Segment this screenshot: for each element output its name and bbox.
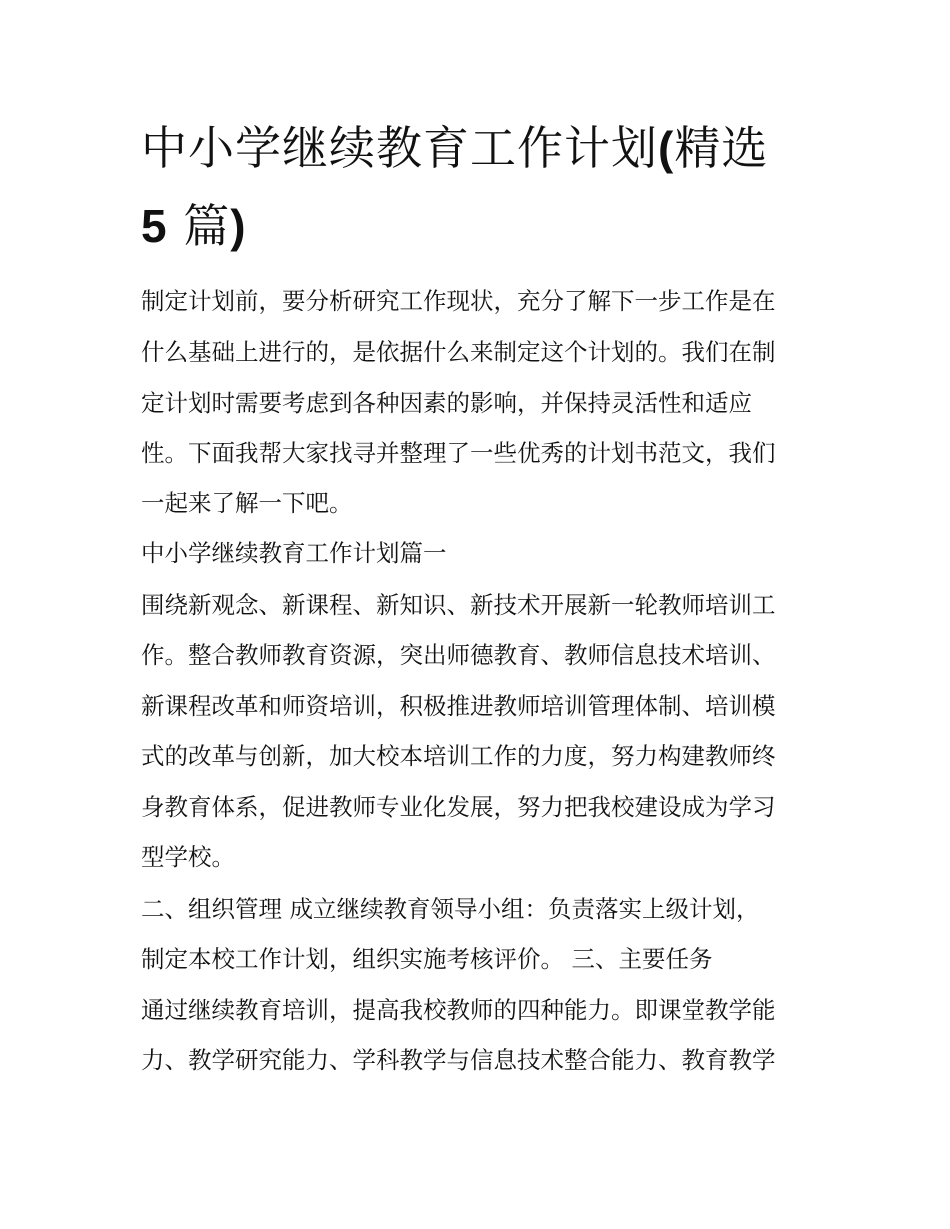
body-line: 力、教学研究能力、学科教学与信息技术整合能力、教育教学 [141, 1046, 776, 1074]
body-line: 制定本校工作计划，组织实施考核评价。 三、主要任务 [141, 945, 713, 973]
body-line: 新课程改革和师资培训，积极推进教师培训管理体制、培训模 [141, 692, 776, 720]
body-line: 作。整合教师教育资源，突出师德教育、教师信息技术培训、 [141, 641, 776, 669]
body-line: 围绕新观念、新课程、新知识、新技术开展新一轮教师培训工 [141, 591, 776, 619]
body-line: 制定计划前，要分析研究工作现状，充分了解下一步工作是在 [141, 287, 776, 315]
document-title-line-2: 5 篇) [141, 199, 247, 253]
body-line: 一起来了解一下吧。 [141, 489, 353, 517]
section-heading: 中小学继续教育工作计划篇一 [141, 539, 447, 567]
body-line: 式的改革与创新，加大校本培训工作的力度，努力构建教师终 [141, 742, 776, 770]
document-title-line-1: 中小学继续教育工作计划(精选 [141, 121, 769, 175]
body-line: 性。下面我帮大家找寻并整理了一些优秀的计划书范文，我们 [141, 439, 776, 467]
body-line: 通过继续教育培训，提高我校教师的四种能力。即课堂教学能 [141, 996, 776, 1024]
body-line: 型学校。 [141, 843, 235, 871]
body-line: 定计划时需要考虑到各种因素的影响，并保持灵活性和适应 [141, 389, 752, 417]
body-line: 身教育体系，促进教师专业化发展，努力把我校建设成为学习 [141, 793, 776, 821]
body-line: 什么基础上进行的，是依据什么来制定这个计划的。我们在制 [141, 338, 776, 366]
body-line: 二、组织管理 成立继续教育领导小组：负责落实上级计划， [141, 895, 760, 923]
